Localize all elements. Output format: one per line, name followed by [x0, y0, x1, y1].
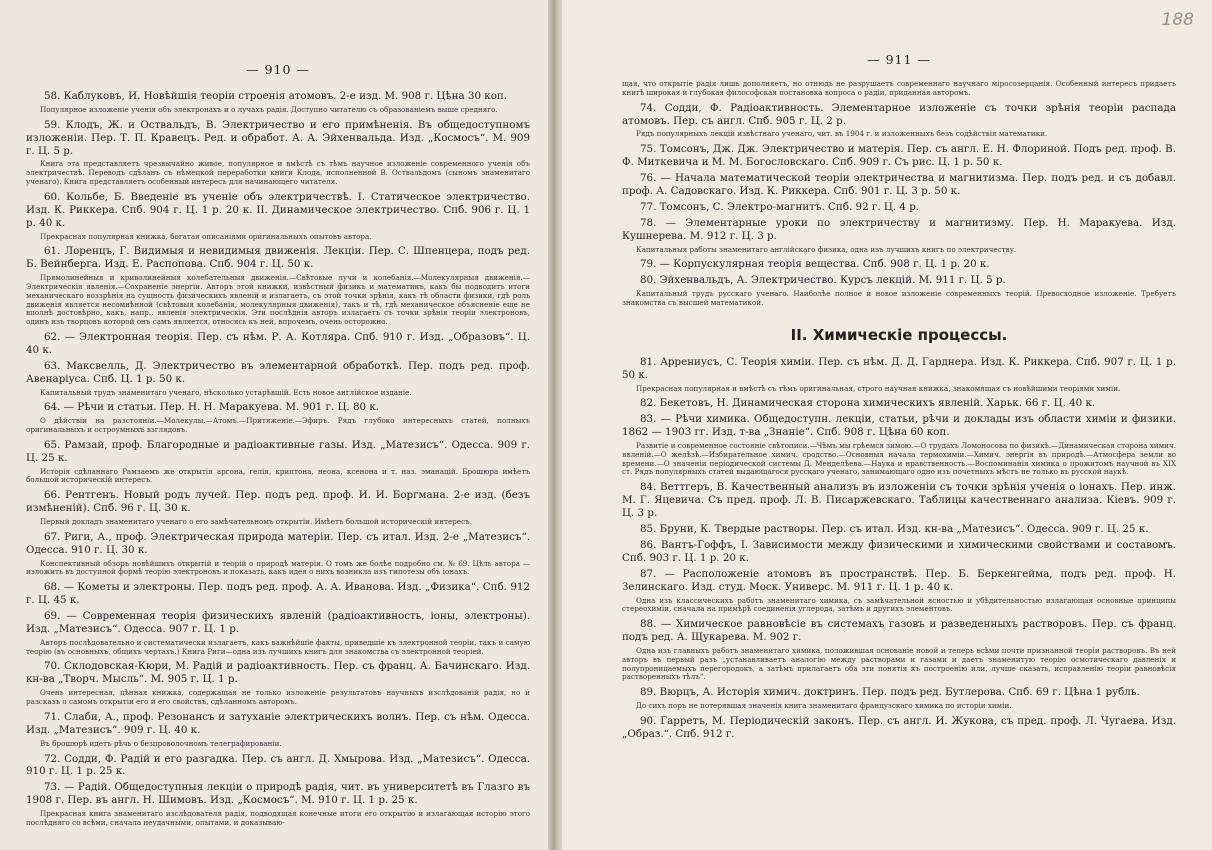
bibliography-entry: 86. Вантъ-Гоффъ, I. Зависимости между физическими и химическими свойствами и составомъ. Спб. 903 г. Ц. 1 р. 20 к.: [622, 538, 1176, 564]
bibliography-entry: 73. — Радій. Общедоступныя лекціи о природѣ радія, чит. въ университетѣ въ Глазго въ 1908 г. Пер. въ англ. Н. Шимовъ. Изд. „Космосъ“. М. 910 г. Ц. 1 р. 25 к.: [26, 781, 530, 807]
entry-annotation: Одна изъ главныхъ работъ знаменитаго химика, положившая основаніе новой и теперь всѣми почти признанной теоріи растворовъ. Въ ней авторъ въ первый разъ „устанавливаетъ аналогію между растворами и газами и даетъ знаменитую теорію осмотическаго давленія и полупроницаемыхъ перегородокъ, а затѣмъ прилагаетъ оба эти понятія къ построенію или, лучше сказать, исправленію теоріи равновѣсія растворенныхъ тѣлъ“.: [622, 645, 1176, 682]
bibliography-entry: 89. Вюрцъ, А. Исторія химич. доктринъ. Пер. подъ ред. Бутлерова. Спб. 69 г. Цѣна 1 рубль.: [640, 686, 1140, 699]
entry-annotation: Прекрасная популярная и вмѣстѣ съ тѣмъ оригинальная, строго научная книжка, знакомящая съ новѣйшими теоріями химіи.: [636, 383, 1121, 393]
bibliography-entry: 60. Кольбе, Б. Введеніе въ ученіе объ электричествѣ. I. Статическое электричество. Изд. К. Риккера. Спб. 904 г. Ц. 1 р. 20 к. II. Динамическое электричество. Спб. 906 г. Ц. 1 р. 40 к.: [26, 190, 530, 229]
bibliography-entry: 67. Риги, А., проф. Электрическая природа матеріи. Пер. съ итал. Изд. 2-е „Матезисъ“. Одесса. 910 г. Ц. 30 к.: [26, 530, 530, 556]
entry-annotation: Прекрасная книга знаменитаго изслѣдователя радія, подводящая конечные итоги его открытію и излагающая исторію этого послѣдняго со всѣми, сначала неудачными, опытами, и доказываю-: [26, 809, 530, 827]
bibliography-entry: 83. — Рѣчи химика. Общедоступн. лекціи, статьи, рѣчи и доклады изъ области химіи и физики. 1862 — 1903 гг. Изд. т-ва „Знаніе“. Спб. 908 г. Цѣна 60 коп.: [622, 413, 1176, 439]
bibliography-entry: 77. Томсонъ, С. Электро-магнитъ. Спб. 92 г. Ц. 4 р.: [640, 200, 920, 213]
handwritten-page-number: 188: [1161, 10, 1194, 30]
bibliography-entry: 63. Максвелль, Д. Электричество въ элементарной обработкѣ. Пер. подъ ред. проф. Авенаріуса. Спб. Ц. 1 р. 50 к.: [26, 359, 530, 385]
entry-annotation: Популярное изложеніе ученія объ электронахъ и о лучахъ радія. Доступно читателю съ образованіемъ выше средняго.: [40, 104, 498, 114]
bibliography-entry: 74. Содди, Ф. Радіоактивность. Элементарное изложеніе съ точки зрѣнія теоріи распада атомовъ. Пер. съ англ. Спб. 905 г. Ц. 2 р.: [622, 101, 1176, 127]
entry-annotation: Книга эта представляетъ чрезвычайно живое, популярное и вмѣстѣ съ тѣмъ научное изложеніе современного ученія объ электричествѣ. Переводъ сдѣланъ съ нѣмецкой переработки книги Клода, исполненной В. Оствальдомъ (сыномъ знаменитаго ученаго). Книга представляетъ особенный интересъ для начинающего читателя.: [26, 159, 530, 187]
entry-annotation: Исторія сдѣланнаго Рамзаемъ же открытія аргона, гелія, криптона, неона, ксенона и т. наз. эманацій. Брошюра имѣетъ большой историческій интересъ.: [26, 466, 530, 485]
bibliography-entry: 66. Рентгенъ. Новый родъ лучей. Пер. подъ ред. проф. И. И. Боргмана. 2-е изд. (безъ измѣненій). Спб. 96 г. Ц. 30 к.: [26, 489, 530, 515]
entry-annotation: Капитальныя работы знаменитаго англійскаго физика, одна изъ лучшихъ книгъ по электричеству.: [636, 244, 1017, 254]
bibliography-entry: 68. — Кометы и электроны. Пер. подъ ред. проф. А. А. Иванова. Изд. „Физика“. Спб. 912 г. Ц. 45 к.: [26, 581, 530, 607]
bibliography-entry: 58. Каблуковъ, И. Новѣйшія теоріи строенія атомовъ. 2-е изд. М. 908 г. Цѣна 30 коп.: [44, 90, 508, 102]
entry-annotation: Одна изъ классическихъ работъ знаменитаго химика, съ замѣчательной ясностью и убѣдительностью излагающая основные принципы стереохиміи, сначала на примѣрѣ соединенія углерода, затѣмъ и другихъ элементовъ.: [622, 595, 1176, 614]
right-entries-top-list: [622, 102, 1176, 308]
entry-annotation: Прекрасная популярная книжка, богатая описаніями оригинальныхъ опытовъ автора.: [40, 231, 372, 241]
entry-annotation: Въ брошюрѣ идетъ рѣчь о безпроволочномъ телеграфированіи.: [40, 738, 282, 748]
entry-annotation: Первый докладъ знаменитаго ученаго о его замѣчательномъ открытіи. Имѣетъ большой историческій интересъ.: [40, 517, 472, 527]
bibliography-entry: 59. Клодъ, Ж. и Оствальдъ, В. Электричество и его примѣненія. Въ общедоступномъ изложеніи. Пер. Т. П. Кравецъ. Ред. и обработ. А. А. Эйхенвальда. Изд. „Космосъ“. М. 909 г. Ц. 5 р.: [26, 118, 530, 157]
bibliography-entry: 61. Лоренцъ, Г. Видимыя и невидимыя движенія. Лекціи. Пер. С. Шпенцера, подъ ред. Б. Вейнберга. Изд. Е. Распопова. Спб. 904 г. Ц. 50 к.: [26, 245, 530, 271]
left-entries-list: [26, 90, 530, 828]
bibliography-entry: 90. Гарретъ, М. Періодическій законъ. Пер. съ англ. И. Жукова, съ пред. проф. Л. Чугаева. Изд. „Образ.“. Спб. 912 г.: [622, 714, 1176, 740]
bibliography-entry: 81. Аррениусъ, С. Теорія химіи. Пер. съ нѣм. Д. Д. Гарднера. Изд. К. Риккера. Спб. 907 г. Ц. 1 р. 50 к.: [622, 355, 1176, 381]
bibliography-entry: 88. — Химическое равновѣсіе въ системахъ газовъ и разведенныхъ растворовъ. Пер. съ франц. подъ ред. А. Щукарева. М. 902 г.: [622, 618, 1176, 644]
entry-annotation: Рядъ популярныхъ лекцій извѣстнаго ученаго, чит. въ 1904 г. и изложенныхъ безъ содѣйствія математики.: [636, 129, 1048, 139]
bibliography-entry: 69. — Современная теорія физическихъ явленій (радіоактивность, іоны, электроны). Изд. „Матезисъ“. Одесса. 907 г. Ц. 1 р.: [26, 610, 530, 635]
bibliography-entry: 70. Склодовская-Кюри, М. Радій и радіоактивность. Пер. съ франц. А. Бачинскаго. Изд. кн-ва „Творч. Мысль“. М. 905 г. Ц. 1 р.: [26, 660, 530, 686]
bibliography-entry: 80. Эйхенвальдъ, А. Электричество. Курсъ лекцій. М. 911 г. Ц. 5 р.: [640, 274, 1006, 287]
bibliography-entry: 76. — Начала математической теоріи электричества и магнитизма. Пер. подъ ред. и съ добавл. проф. А. Садовскаго. Изд. К. Риккера. Спб. 901 г. Ц. 3 р. 50 к.: [622, 172, 1176, 197]
entry-annotation: Развитіе и современное состояніе свѣтописи.—Чѣмъ мы грѣемся зимою.—О трудахъ Ломоносова по физикѣ.—Динамическая сторона химич. явленій.—О желѣзѣ.—Избирательное химич. сродство.—Основныя начала термохиміи.—Химич. энергія въ природѣ.—Атмосфера земли во времени.—О значеніи періодической системы Д. Менделѣева.—Наука и нравственность.—Воспоминанія химика о прожитомъ научной въ XIX ст. Рядъ популярныхъ статей выдающагося русскаго ученаго, занимающаго одно изъ почетныхъ мѣстъ не только въ русской наукѣ.: [622, 441, 1176, 477]
bibliography-entry: 64. — Рѣчи и статьи. Пер. Н. Н. Маракуева. М. 901 г. Ц. 80 к.: [44, 401, 380, 414]
entry-annotation: Конспективный обзоръ новѣйшихъ открытій и теорій о природѣ матеріи. О томъ же болѣе подробно см. № 69. Цѣль автора — изложить въ доступной формѣ теорію электроновъ и показать, какъ идея о нихъ возникла изъ гипотезы объ іонахъ.: [26, 558, 530, 577]
bibliography-entry: 85. Бруни, К. Твердые растворы. Пер. съ итал. Изд. кн-ва „Матезисъ“. Одесса. 909 г. Ц. 25 к.: [640, 522, 1149, 535]
entry-annotation: Очень интересная, цѣнная книжка, содержащая не только изложеніе результатовъ научныхъ изслѣдованій радія, но и разсказъ о самомъ открытіи его и его свойствъ, сдѣланномъ авторомъ.: [26, 688, 530, 707]
bibliography-entry: 84. Веттгеръ, В. Качественный анализъ въ изложеніи съ точки зрѣнія ученія о іонахъ. Пер. инж. М. Г. Яцевича. Съ пред. проф. Л. В. Писаржевскаго. Таблицы качественнаго анализа. Кіевъ. 909 г. Ц. 3 р.: [622, 481, 1176, 520]
entry-annotation: До сихъ поръ не потерявшая значенія книга знаменитаго французскаго химика по исторіи химіи.: [636, 701, 1012, 711]
page-number-right: — 911 —: [867, 52, 931, 67]
bibliography-entry: 62. — Электронная теорія. Пер. съ нѣм. Р. А. Котляра. Спб. 910 г. Изд. „Образовъ“. Ц. 40 к.: [26, 330, 530, 356]
bibliography-entry: 71. Слаби, А., проф. Резонансъ и затуханіе электрическихъ волнъ. Пер. съ нѣм. Одесса. Изд. „Матезисъ“. 909 г. Ц. 40 к.: [26, 710, 530, 736]
bibliography-entry: 75. Томсонъ, Дж. Дж. Электричество и матерія. Пер. съ англ. Е. Н. Флориной. Подъ ред. проф. В. Ф. Миткевича и М. М. Богословскаго. Спб. 909 г. Съ рис. Ц. 1 р. 50 к.: [622, 143, 1176, 169]
left-page: [0, 0, 548, 850]
right-page: [562, 0, 1212, 850]
entry-annotation: О дѣйствіи на разстояніи.—Молекулы.—Атомъ.—Притяженіе.—Эфиръ. Рядъ глубоко интересныхъ статей, полныхъ оригинальныхъ и остроумныхъ взглядовъ.: [26, 416, 530, 435]
bibliography-entry: 82. Бекетовъ, Н. Динамическая сторона химическихъ явленій. Харьк. 66 г. Ц. 40 к.: [640, 397, 1096, 410]
bibliography-entry: 87. — Расположеніе атомовъ въ пространствѣ. Пер. Б. Беркенгейма, подъ ред. проф. Н. Зелинскаго. Изд. студ. Моск. Универс. М. 911 г. Ц. 1 р. 40 к.: [622, 567, 1176, 593]
bibliography-entry: 72. Содди, Ф. Радій и его разгадка. Пер. съ англ. Д. Хмырова. Изд. „Матезисъ“. Одесса. 910 г. Ц. 1 р. 25 к.: [26, 752, 530, 778]
bibliography-entry: 79. — Корпускулярная теорія вещества. Спб. 908 г. Ц. 1 р. 20 к.: [640, 258, 990, 271]
entry-annotation: Капитальный трудъ знаменитаго ученаго, нѣсколько устарѣвшій. Есть новое англійское изданіе.: [40, 387, 412, 397]
page-number-left: — 910 —: [246, 62, 310, 77]
book-gutter: [548, 0, 562, 850]
right-entries-bottom-list: [622, 356, 1176, 741]
entry-annotation: Капитальный трудъ русскаго ученаго. Наиболѣе полное и новое изложеніе современныхъ теорій. Превосходное изложеніе. Требуетъ знакомства съ высшей математикой.: [622, 289, 1176, 307]
section-title: II. Химическіе процессы.: [790, 325, 1008, 344]
entry-annotation: Авторъ послѣдовательно и систематически излагаетъ, какъ важнѣйшіе факты, приведшіе къ электронной теоріи, такъ и самую теорію (въ основныхъ, общихъ чертахъ.) Книга Риги—одна изъ лучшихъ книгъ для знакомства съ электронной теоріей.: [26, 637, 530, 656]
entry-annotation: Прямолинейныя и криволинейныя колебательныя движенія.—Свѣтовые лучи и колебанія.—Молекулярныя движенія.—Электрическія явленія.—Сохраненіе энергіи. Авторъ этой книжки, извѣстный физикъ и математикъ, какъ бы подводитъ итоги механическаго воззрѣнія на сущность физическихъ явленій и излагаетъ, съ этой точки зрѣнія, какъ тѣ области физики, гдѣ роль движенія является несомнѣнной (свѣтовыя колебанія, молекулярныя движенія), такъ и тѣ, гдѣ механическое объясненіе еще не вполнѣ достовѣрно, какъ, напр., явленія электрическія. Эти послѣднія авторъ излагаетъ съ точки зрѣнія теоріи электроновъ, одинъ изъ творцовъ которой онъ самъ является, относясь къ ней, впрочемъ, очень осторожно.: [26, 273, 530, 327]
bibliography-entry: 65. Рамзай, проф. Благородные и радіоактивные газы. Изд. „Матезисъ“. Одесса. 909 г. Ц. 25 к.: [26, 438, 530, 464]
bibliography-entry: 78. — Элементарные уроки по электричеству и магнитизму. Пер. Н. Маракуева. Изд. Кушнерева. М. 912 г. Ц. 3 р.: [622, 216, 1176, 242]
continuation-note: щая, что открытіе радія лишь дополняетъ, но отнюдь не разрушаетъ современнаго научнаго міросозерцанія. Особенный интересъ придаетъ книгѣ широкая и глубокая философская постановка вопроса о радіи, приданная авторомъ.: [622, 79, 1176, 97]
